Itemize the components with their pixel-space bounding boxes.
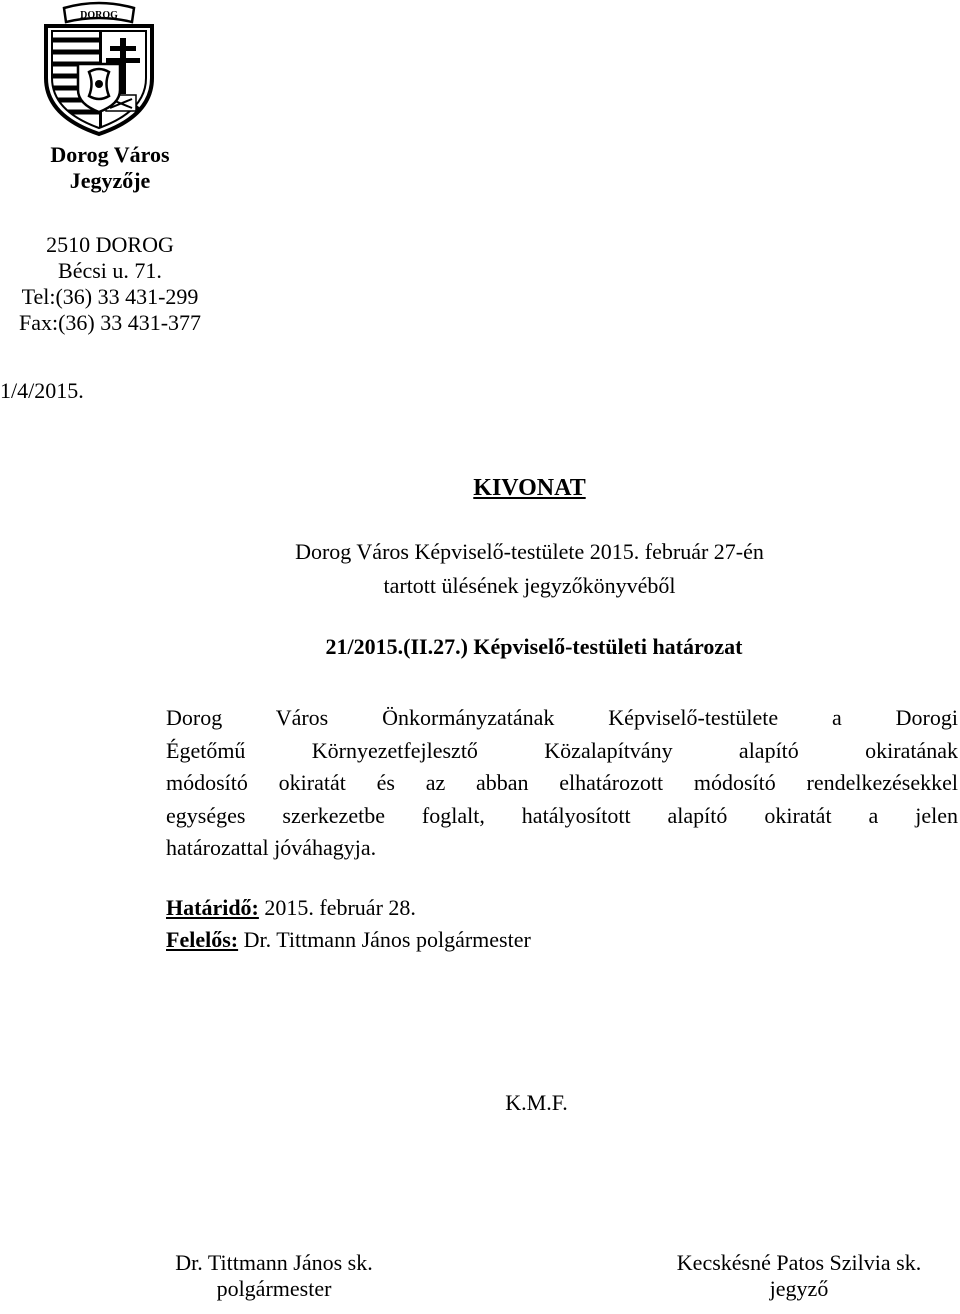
resolution-body-line: Dorog Város Önkormányzatának Képviselő-testülete a Dorogi	[166, 705, 958, 730]
address-fax: Fax:(36) 33 431-377	[18, 310, 202, 335]
resolution-body-line: határozattal jóváhagyja.	[166, 835, 377, 860]
issuer-name: Dorog Város	[50, 142, 170, 167]
crest-label: DOROG	[80, 10, 118, 21]
resolution-title: 21/2015.(II.27.) Képviselő-testületi határozat	[325, 634, 743, 659]
resolution-body	[166, 702, 958, 865]
signer-right-title: jegyző	[769, 1276, 829, 1301]
responsible-label: Felelős:	[166, 927, 239, 952]
extract-title: KIVONAT	[473, 475, 586, 501]
responsible-row	[166, 927, 531, 953]
signer-left-name: Dr. Tittmann János sk.	[175, 1250, 373, 1275]
kmf-closing: K.M.F.	[505, 1090, 568, 1115]
document-reference: 1/4/2015.	[0, 378, 84, 403]
deadline-row	[166, 895, 416, 921]
signature-mayor	[147, 1250, 401, 1302]
deadline-label: Határidő:	[166, 895, 259, 920]
issuer-address	[0, 232, 220, 336]
deadline-value: 2015. február 28.	[258, 895, 416, 920]
resolution-body-line: módosító okiratát és az abban elhatározott módosító rendelkezésekkel	[166, 770, 958, 795]
signer-right-name: Kecskésné Patos Szilvia sk.	[676, 1250, 922, 1275]
signature-notary	[644, 1250, 954, 1302]
resolution-body-line: Égetőmű Környezetfejlesztő Közalapítvány alapító okiratának	[166, 737, 958, 763]
address-postal: 2510 DOROG	[46, 232, 174, 257]
meeting-description-line2: tartott ülésének jegyzőkönyvéből	[383, 573, 676, 598]
responsible-value: Dr. Tittmann János polgármester	[238, 927, 531, 952]
resolution-body-line: egységes szerkezetbe foglalt, hatályosított alapító okiratát a jelen	[166, 802, 958, 828]
address-street: Bécsi u. 71.	[58, 258, 162, 283]
meeting-description-line1: Dorog Város Képviselő-testülete 2015. február 27-én	[295, 539, 764, 564]
signer-left-title: polgármester	[216, 1276, 332, 1301]
city-crest-logo	[34, 0, 164, 138]
issuer-header	[0, 142, 220, 194]
issuer-office: Jegyzője	[69, 168, 151, 193]
address-phone: Tel:(36) 33 431-299	[21, 284, 199, 309]
